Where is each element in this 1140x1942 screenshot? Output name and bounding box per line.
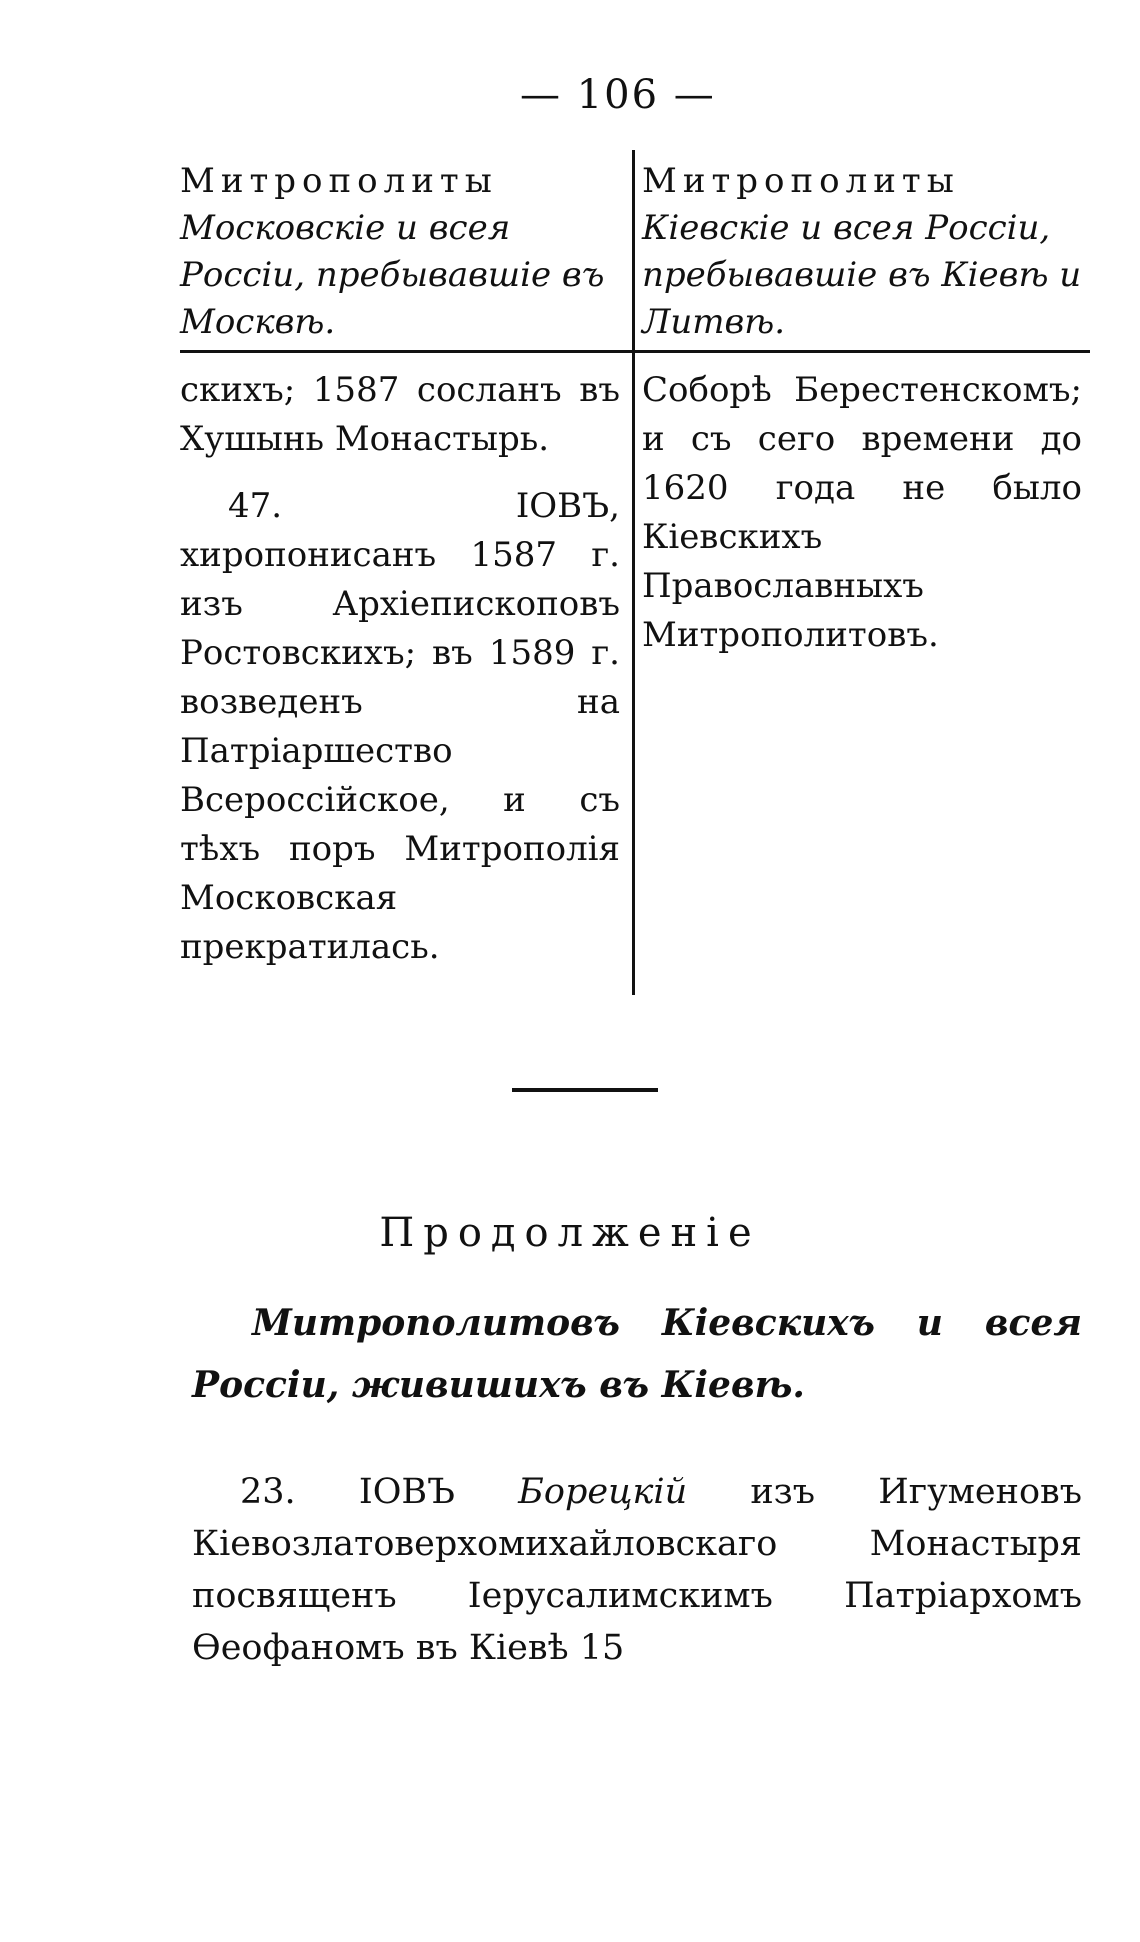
left-column-header (180, 158, 620, 346)
left-paragraph: скихъ; 1587 сосланъ въ Хушынь Монастырь. (180, 370, 620, 459)
entry-paragraph (192, 1466, 1082, 1674)
entry-name: ІОВЪ (358, 1472, 455, 1512)
entry-text: изъ Игуменовъ Кіевозлатоверхомихайловскаго Монастыря посвященъ Іерусалимскимъ Патріархомъ Ѳеофаномъ въ Кіевѣ 15 (192, 1472, 1082, 1668)
entry-number: 23. (240, 1472, 296, 1512)
column-divider (632, 150, 635, 995)
right-column-header (642, 158, 1082, 346)
section-rule (512, 1088, 658, 1092)
entry-name-italic: Борецкій (518, 1472, 688, 1512)
section-subheading: Митрополитовъ Кіевскихъ и всея Россіи, живишихъ въ Кіевѣ. (192, 1302, 1082, 1406)
right-paragraph: Соборѣ Берестенскомъ; и съ сего времени до 1620 года не было Кіевскихъ Православныхъ Митрополитовъ. (642, 370, 1082, 655)
right-column-body (642, 366, 1082, 660)
left-header-title: Митрополиты (180, 161, 498, 201)
section-heading: Продолженіе (379, 1210, 761, 1256)
right-header-subtitle: Кіевскіе и всея Россіи, пребывавшіе въ Кіевѣ и Литвѣ. (642, 208, 1082, 342)
header-divider (180, 350, 1090, 353)
page-number: — 106 — (520, 72, 716, 118)
right-header-title: Митрополиты (642, 161, 960, 201)
left-column-body (180, 366, 620, 972)
left-paragraph: 47. ІОВЪ, хиропонисанъ 1587 г. изъ Архіепископовъ Ростовскихъ; въ 1589 г. возведенъ на Патріаршество Всероссійское, и съ тѣхъ поръ Митрополія Московская прекратилась. (180, 486, 620, 967)
left-header-subtitle: Московскіе и всея Россіи, пребывавшіе въ Москвѣ. (180, 208, 605, 342)
